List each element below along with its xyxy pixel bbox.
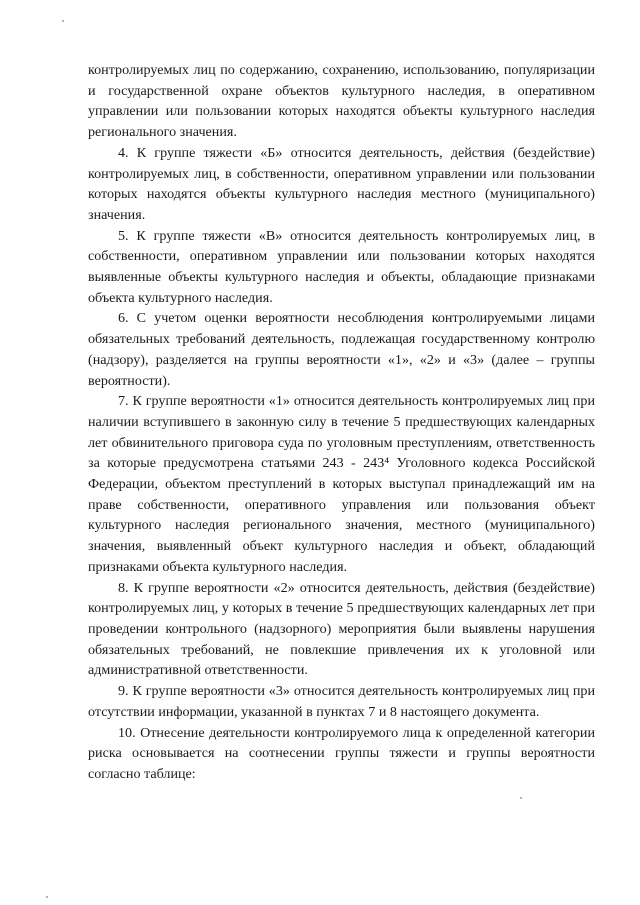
paragraph-9: 9. К группе вероятности «3» относится деятельность контролируемых лиц при отсутствии информации, указанной в пунктах 7 и 8 настоящего документа. xyxy=(88,683,595,720)
paragraph-6: 6. С учетом оценки вероятности несоблюдения контролируемыми лицами обязательных требований деятельность, подлежащая государственному контролю (надзору), разделяется на группы вероятности «1», «2» и «3» (далее – группы вероятности). xyxy=(88,310,595,389)
paragraph-4: 4. К группе тяжести «Б» относится деятельность, действия (бездействие) контролируемых лиц, в собственности, оперативном управлении или пользовании которых находятся объекты культурного наследия местного (муниципального) значения. xyxy=(88,144,595,223)
paragraph-5: 5. К группе тяжести «В» относится деятельность контролируемых лиц, в собственности, оперативном управлении или пользовании которых находятся выявленные объекты культурного наследия и объекты, обладающие признаками объекта культурного наследия. xyxy=(88,227,595,306)
scan-speck xyxy=(520,797,522,799)
paragraph-7: 7. К группе вероятности «1» относится деятельность контролируемых лиц при наличии вступившего в законную силу в течение 5 предшествующих календарных лет обвинительного приговора суда по уголовным преступлениям, ответственность за которые предусмотрена статьями 243 - 243⁴ Уголовного кодекса Российской Федерации, объектом преступлений в которых выступал принадлежащий им на праве собственности, оперативного управления или пользования объект культурного наследия регионального значения, местного (муниципального) значения, выявленный объект культурного наследия и объект, обладающий признаками объекта культурного наследия. xyxy=(88,393,595,575)
paragraph-continuation: контролируемых лиц по содержанию, сохранению, использованию, популяризации и государственной охране объектов культурного наследия, в оперативном управлении или пользовании которых находятся объекты культурного наследия регионального значения. xyxy=(88,62,595,141)
paragraph-8: 8. К группе вероятности «2» относится деятельность, действия (бездействие) контролируемых лиц, у которых в течение 5 предшествующих календарных лет при проведении контрольного (надзорного) мероприятия были выявлены нарушения обязательных требований, не повлекшие привлечения их к уголовной или административной ответственности. xyxy=(88,579,595,679)
document-body xyxy=(88,60,595,785)
paragraph-10: 10. Отнесение деятельности контролируемого лица к определенной категории риска основывается на соотнесении группы тяжести и группы вероятности согласно таблице: xyxy=(88,724,595,782)
scan-speck xyxy=(62,20,64,22)
scan-speck xyxy=(46,896,48,898)
